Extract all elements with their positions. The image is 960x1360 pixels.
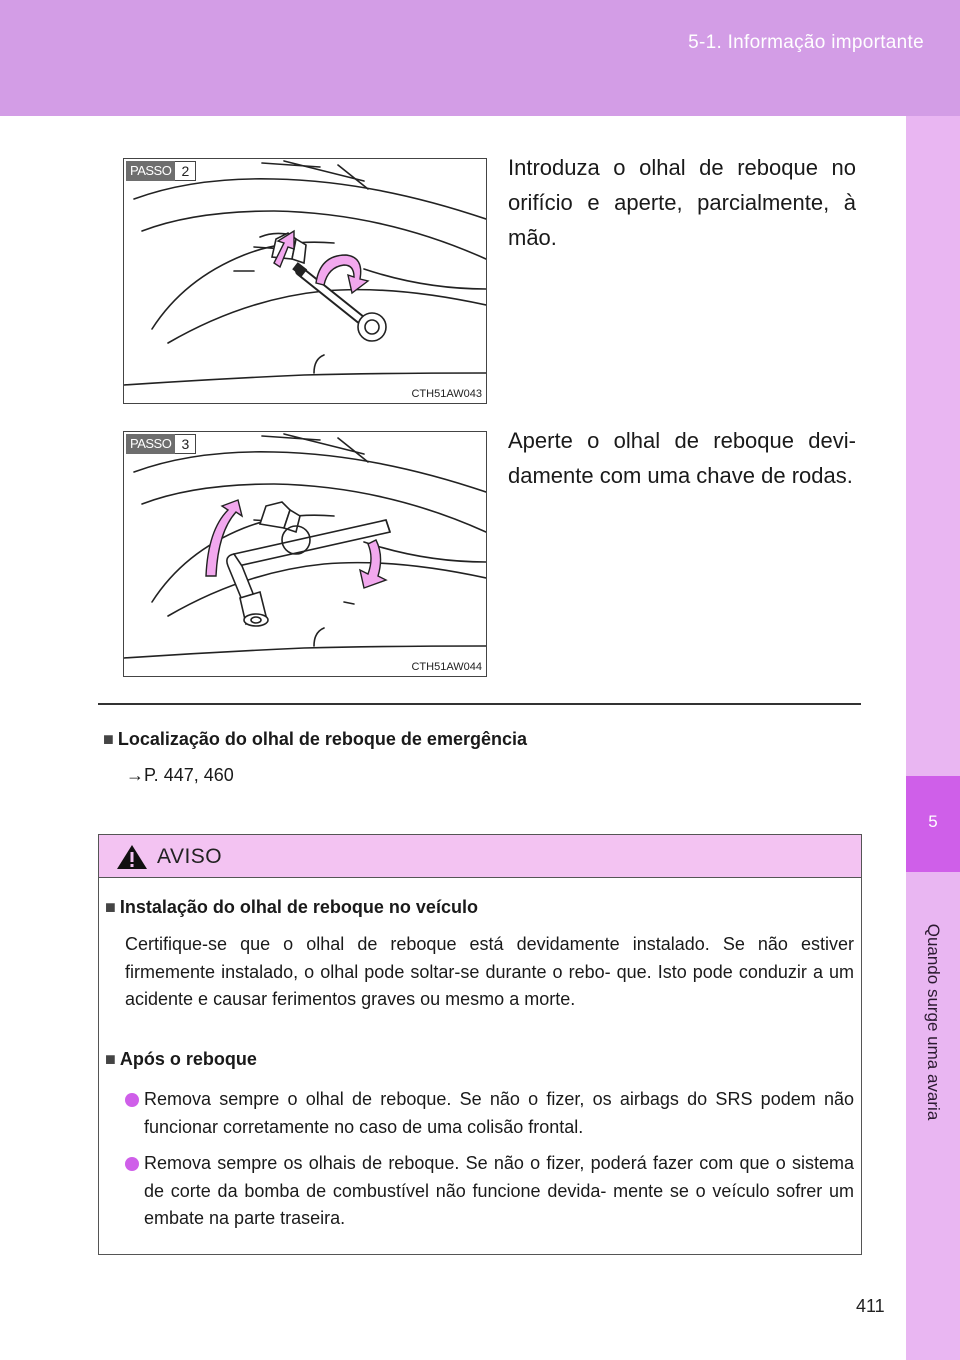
step-tag-number: 2 — [175, 161, 196, 181]
note-reference[interactable] — [126, 765, 234, 786]
bullet-dot-icon — [125, 1157, 139, 1171]
step-tag-word: PASSO — [126, 434, 175, 454]
step-3-text: Aperte o olhal de reboque devi- damente com uma chave de rodas. — [508, 428, 856, 488]
warning-section-heading — [105, 897, 478, 918]
step-tag-number: 3 — [175, 434, 196, 454]
page-number: 411 — [856, 1296, 885, 1316]
note-heading-text: Localização do olhal de reboque de emergência — [117, 729, 527, 749]
tow-eye-wrench-illustration — [124, 432, 486, 676]
bullet-dot-icon — [125, 1093, 139, 1107]
step-tag — [126, 434, 196, 454]
figure-code: CTH51AW044 — [411, 661, 482, 673]
warning-section-heading-text: Após o reboque — [119, 1049, 257, 1069]
page-reference: P. 447, 460 — [144, 765, 234, 785]
step-2-figure — [123, 158, 487, 404]
chapter-number: 5 — [928, 812, 938, 831]
warning-header — [99, 835, 861, 878]
step-tag — [126, 161, 196, 181]
warning-section-heading-text: Instalação do olhal de reboque no veículo — [119, 897, 478, 917]
note-heading — [103, 729, 527, 750]
chapter-title: Quando surge uma avaria — [924, 923, 943, 1121]
square-bullet-icon: ■ — [103, 729, 114, 749]
warning-paragraph: Certifique-se que o olhal de reboque está devidamente instalado. Se não estiver firmemente instalado, o olhal pode soltar-se durante o rebo- que. Isto pode conduzir a um acidente e causar ferimentos graves ou mesmo a morte. — [125, 934, 854, 1009]
warning-bullet — [125, 1150, 854, 1233]
warning-bullet — [125, 1086, 854, 1141]
divider — [98, 703, 861, 705]
chapter-title-wrap — [906, 872, 960, 1172]
step-3-figure — [123, 431, 487, 677]
warning-bullet-text: Remova sempre os olhais de reboque. Se não o fizer, poderá fazer com que o sistema de corte da bomba de combustível não funcione devida- mente se o veículo sofrer um embate na parte traseira. — [144, 1153, 854, 1228]
square-bullet-icon: ■ — [105, 897, 116, 917]
header-band — [0, 0, 960, 116]
step-tag-word: PASSO — [126, 161, 175, 181]
side-tab — [906, 116, 960, 1360]
step-2-text: Introduza o olhal de reboque no orifício e aperte, parcialmente, à mão. — [508, 155, 856, 250]
warning-box — [98, 834, 862, 1255]
arrow-right-icon: → — [126, 765, 144, 785]
section-title: 5-1. Informação importante — [688, 32, 924, 53]
warning-bullet-text: Remova sempre o olhal de reboque. Se não o fizer, os airbags do SRS podem não funcionar corretamente no caso de uma colisão frontal. — [144, 1089, 854, 1137]
tow-eye-hand-illustration — [124, 159, 486, 403]
warning-title: AVISO — [157, 845, 223, 868]
warning-triangle-icon — [115, 843, 149, 871]
warning-section-heading — [105, 1049, 257, 1070]
square-bullet-icon: ■ — [105, 1049, 116, 1069]
figure-code: CTH51AW043 — [411, 388, 482, 400]
